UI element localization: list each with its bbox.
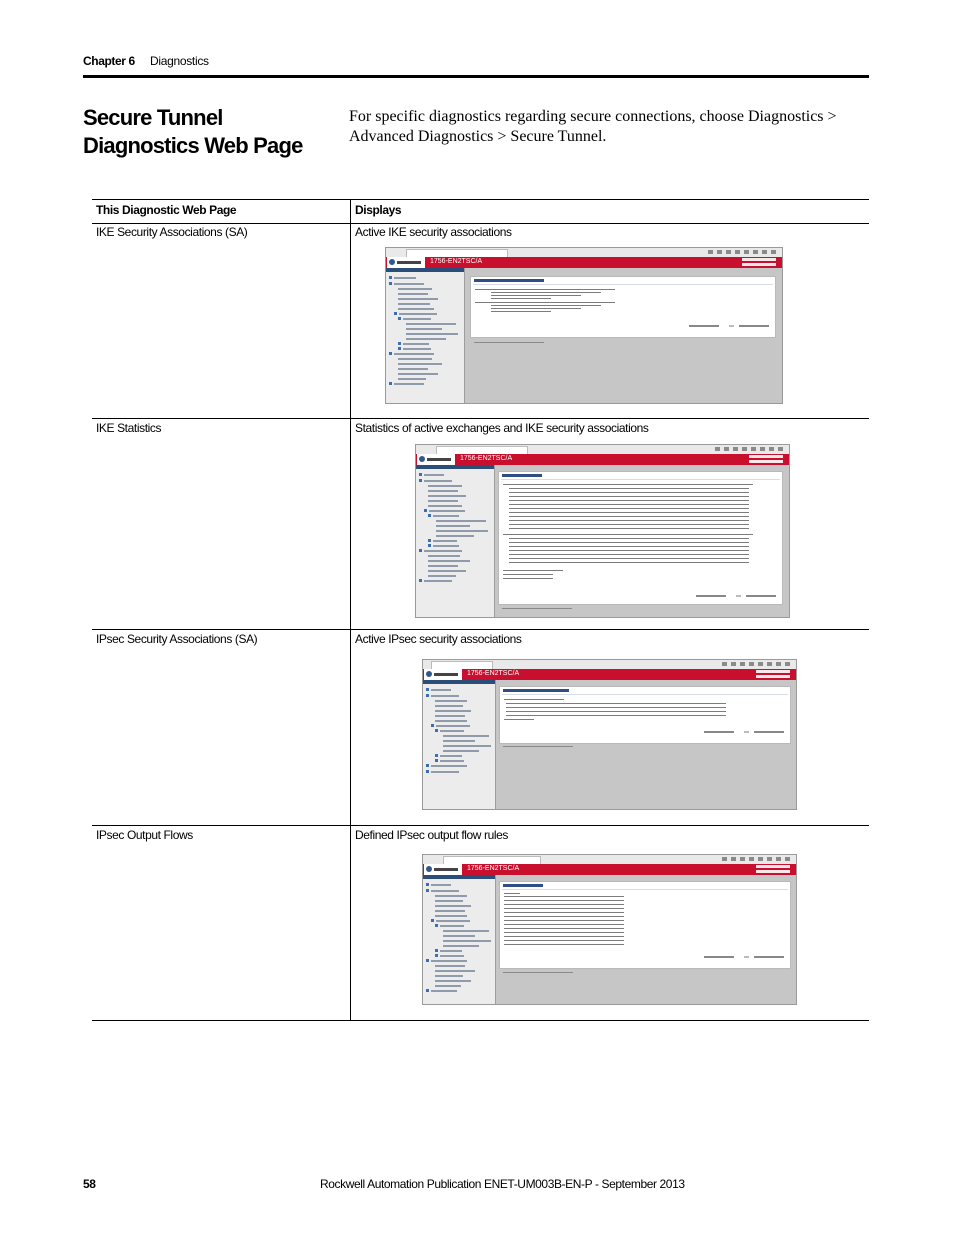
- rockwell-automation-logo: [756, 865, 790, 873]
- device-model: 1756-EN2TSC/A: [460, 455, 513, 462]
- header-rule: [83, 75, 869, 78]
- page-name: IPsec Output Flows: [96, 828, 193, 842]
- page-number: 58: [83, 1177, 96, 1191]
- device-model: 1756-EN2TSC/A: [430, 258, 483, 265]
- table-row: [92, 826, 869, 1021]
- screenshot-ike-statistics: [415, 444, 790, 618]
- column-divider: [350, 826, 351, 1020]
- column-divider: [350, 200, 351, 223]
- displays-text: Statistics of active exchanges and IKE security associations: [355, 421, 649, 435]
- device-banner: [423, 864, 796, 875]
- device-banner: [416, 454, 789, 465]
- page-name: IKE Security Associations (SA): [96, 225, 248, 239]
- intro-paragraph: For specific diagnostics regarding secure connections, choose Diagnostics > Advanced Diagnostics > Secure Tunnel.: [349, 108, 837, 145]
- allen-bradley-logo: [424, 864, 462, 875]
- screenshot-ike-sa: [385, 247, 783, 404]
- column-divider: [350, 630, 351, 825]
- column-header-page: This Diagnostic Web Page: [96, 203, 237, 217]
- displays-text: Active IKE security associations: [355, 225, 512, 239]
- allen-bradley-logo: [424, 669, 462, 680]
- publication-footer: Rockwell Automation Publication ENET-UM003B-EN-P - September 2013: [320, 1177, 685, 1191]
- column-divider: [350, 419, 351, 629]
- device-banner: [386, 257, 782, 268]
- screenshot-ipsec-output-flows: [422, 854, 797, 1005]
- column-header-displays: Displays: [355, 203, 402, 217]
- chapter-label: Chapter 6: [83, 54, 135, 68]
- rockwell-automation-logo: [756, 670, 790, 678]
- device-model: 1756-EN2TSC/A: [467, 670, 520, 677]
- content-panel: [470, 276, 776, 338]
- table-header-row: [92, 199, 869, 224]
- page-name: IKE Statistics: [96, 421, 162, 435]
- allen-bradley-logo: [387, 257, 425, 268]
- rockwell-automation-logo: [742, 258, 776, 266]
- content-panel: [499, 881, 791, 969]
- page-name: IPsec Security Associations (SA): [96, 632, 258, 646]
- navigation-tree: [386, 268, 465, 403]
- navigation-tree: [423, 680, 496, 809]
- table-row: [92, 223, 869, 419]
- navigation-tree: [416, 465, 495, 617]
- displays-text: Active IPsec security associations: [355, 632, 522, 646]
- navigation-tree: [423, 875, 496, 1004]
- column-divider: [350, 223, 351, 418]
- section-title: Secure Tunnel Diagnostics Web Page: [83, 105, 303, 158]
- device-banner: [423, 669, 796, 680]
- screenshot-ipsec-sa: [422, 659, 797, 810]
- table-row: [92, 419, 869, 630]
- table-row: [92, 630, 869, 826]
- content-panel: [499, 686, 791, 744]
- section-label: Diagnostics: [150, 54, 209, 68]
- device-model: 1756-EN2TSC/A: [467, 865, 520, 872]
- allen-bradley-logo: [417, 454, 455, 465]
- displays-text: Defined IPsec output flow rules: [355, 828, 509, 842]
- content-panel: [498, 471, 783, 605]
- rockwell-automation-logo: [749, 455, 783, 463]
